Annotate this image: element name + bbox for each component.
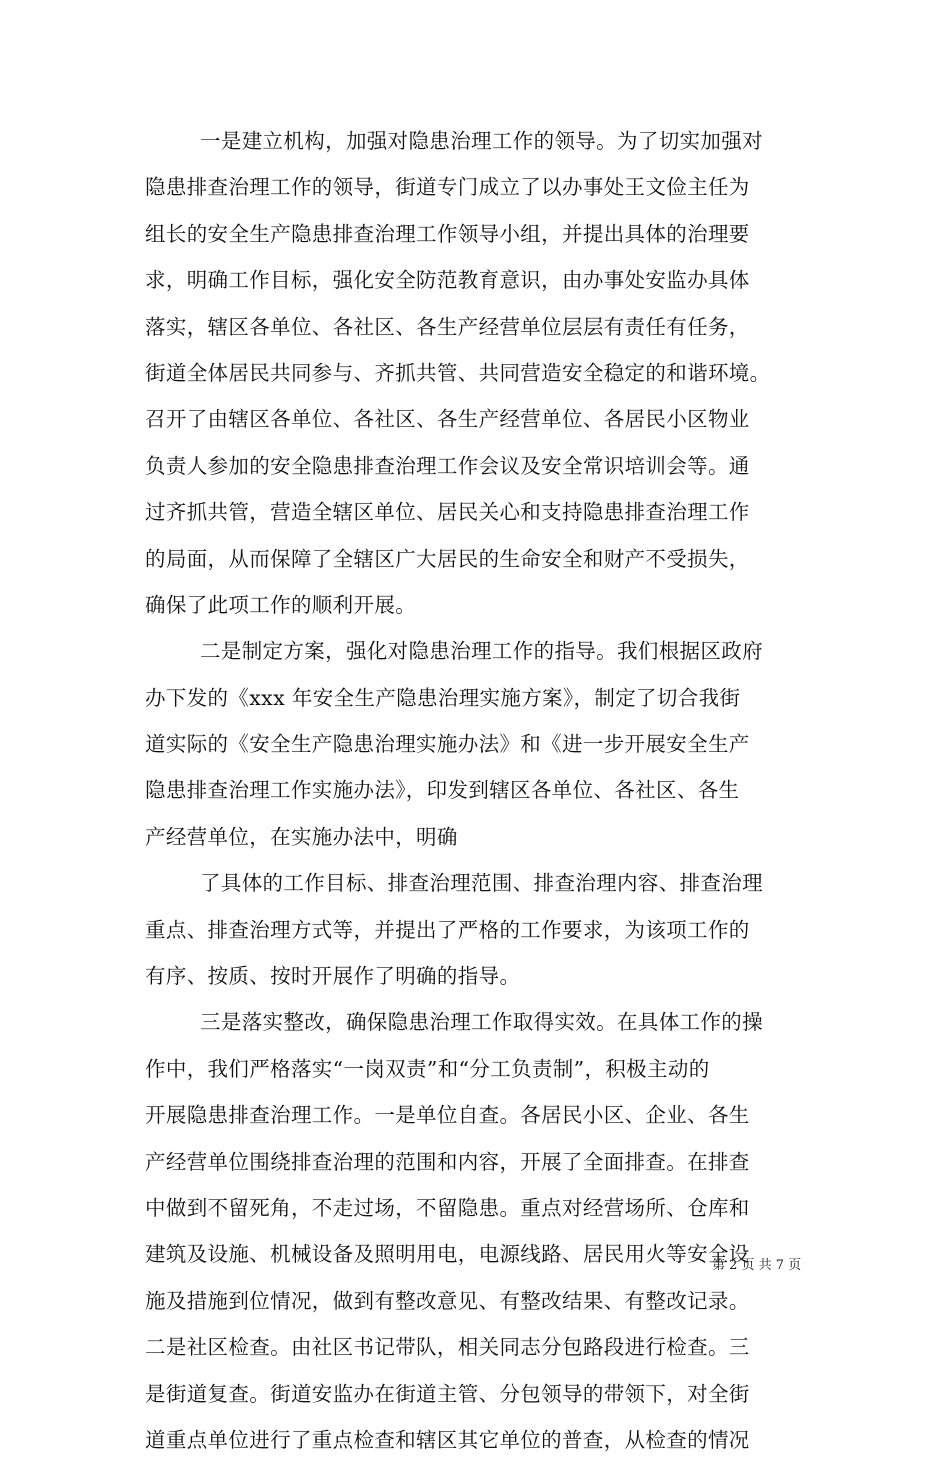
text-line: 道重点单位进行了重点检查和辖区其它单位的普查，从检查的情况	[145, 1427, 750, 1452]
text-line: 确保了此项工作的顺利开展。	[145, 592, 417, 617]
text-line: 的局面，从而保障了全辖区广大居民的生命安全和财产不受损失，	[145, 546, 750, 571]
text-line: 作中，我们严格落实“一岗双责”和“分工负责制”，积极主动的	[145, 1056, 710, 1081]
text-line: 过齐抓共管，营造全辖区单位、居民关心和支持隐患排查治理工作	[145, 500, 750, 525]
text-line: 了具体的工作目标、排查治理范围、排查治理内容、排查治理	[200, 871, 763, 896]
text-line: 有序、按质、按时开展作了明确的指导。	[145, 964, 521, 989]
text-line: 建筑及设施、机械设备及照明用电，电源线路、居民用火等安全设	[145, 1242, 750, 1267]
text-line: 重点、排查治理方式等，并提出了严格的工作要求，为该项工作的	[145, 917, 750, 942]
text-line: 道实际的《安全生产隐患治理实施办法》和《进一步开展安全生产	[145, 732, 750, 757]
text-line: 一是建立机构，加强对隐患治理工作的领导。为了切实加强对	[200, 129, 763, 153]
text-line: 产经营单位，在实施办法中，明确	[145, 824, 458, 849]
text-line: 二是制定方案，强化对隐患治理工作的指导。我们根据区政府	[200, 639, 763, 664]
text-line: 开展隐患排查治理工作。一是单位自查。各居民小区、企业、各生	[145, 1103, 750, 1128]
text-line: 施及措施到位情况，做到有整改意见、有整改结果、有整改记录。	[145, 1288, 750, 1313]
text-line: 落实，辖区各单位、各社区、各生产经营单位层层有责任有任务，	[145, 314, 750, 339]
text-line: 街道全体居民共同参与、齐抓共管、共同营造安全稳定的和谐环境。	[145, 360, 771, 385]
text-line: 是街道复查。街道安监办在街道主管、分包领导的带领下，对全街	[145, 1381, 750, 1406]
text-line: 隐患排查治理工作的领导，街道专门成立了以办事处王文俭主任为	[145, 175, 750, 200]
text-line: 负责人参加的安全隐患排查治理工作会议及安全常识培训会等。通	[145, 453, 750, 478]
text-line: 召开了由辖区各单位、各社区、各生产经营单位、各居民小区物业	[145, 407, 750, 432]
body-text	[145, 118, 810, 1463]
text-line: 隐患排查治理工作实施办法》，印发到辖区各单位、各社区、各生	[145, 778, 740, 803]
text-line: 组长的安全生产隐患排查治理工作领导小组，并提出具体的治理要	[145, 221, 750, 246]
text-line: 产经营单位围绕排查治理的范围和内容，开展了全面排查。在排查	[145, 1149, 750, 1174]
text-line: 三是落实整改，确保隐患治理工作取得实效。在具体工作的操	[200, 1010, 763, 1035]
text-line: 中做到不留死角，不走过场，不留隐患。重点对经营场所、仓库和	[145, 1195, 750, 1220]
text-line: 办下发的《xxx 年安全生产隐患治理实施方案》，制定了切合我街	[145, 685, 741, 710]
page-number: 第 2 页 共 7 页	[712, 1258, 802, 1273]
text-line: 二是社区检查。由社区书记带队，相关同志分包路段进行检查。三	[145, 1335, 750, 1360]
text-line: 求，明确工作目标，强化安全防范教育意识，由办事处安监办具体	[145, 268, 750, 293]
